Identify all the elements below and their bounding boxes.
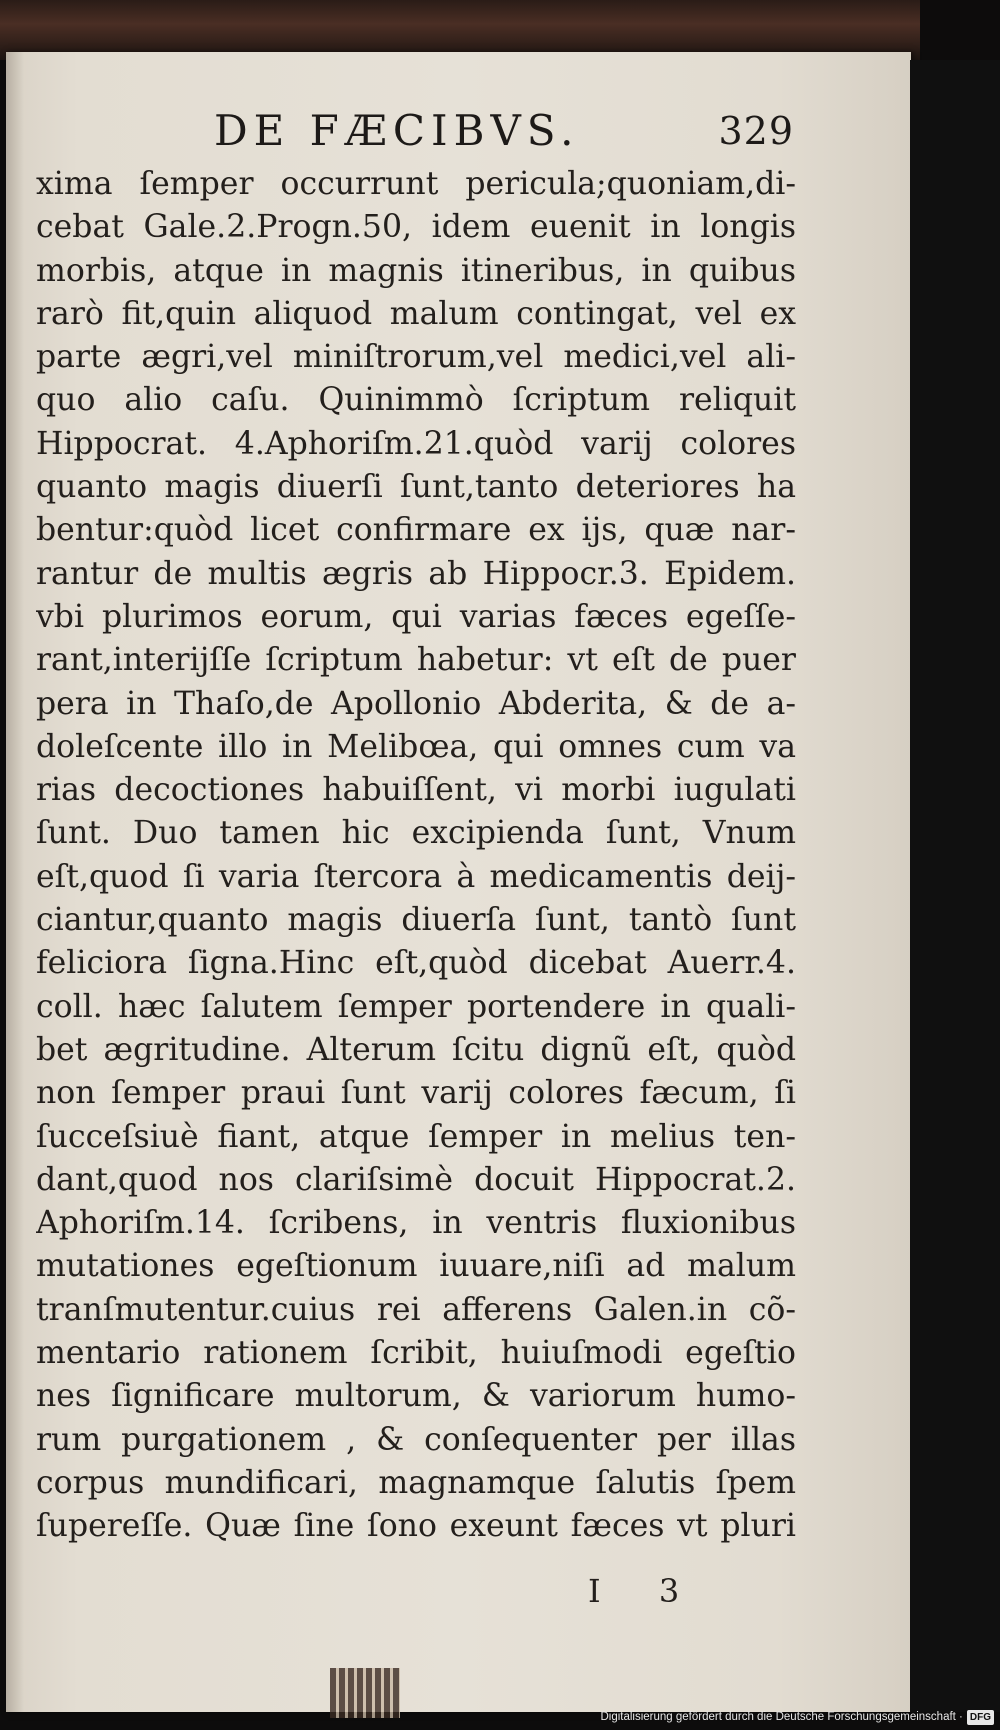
text-line: non ſemper praui ſunt varij colores fæcum, ſi [36,1075,796,1112]
text-line: nes ſignificare multorum, & variorum humo- [36,1378,796,1415]
text-line: mutationes egeſtionum iuuare,niſi ad malum [36,1248,796,1285]
running-header [214,102,794,160]
credit-text: Digitalisierung gefördert durch die Deutsche Forschungsgemeinschaft · [600,1711,963,1723]
text-line: quanto magis diuerſi ſunt,tanto deteriores ha [36,469,796,506]
text-line: rarò fit,quin aliquod malum contingat, vel ex [36,295,796,332]
text-line: mentario rationem ſcribit, huiuſmodi egeſtio [36,1335,796,1372]
running-title: DE FÆCIBVS. [214,106,580,155]
text-line: rantur de multis ægris ab Hippocr.3. Epidem. [36,555,796,592]
text-line: corpus mundificari, magnamque ſalutis ſpem [36,1464,796,1501]
text-line: Aphoriſm.14. ſcribens, in ventris fluxionibus [36,1205,796,1242]
page-gutter-shadow [6,52,24,1712]
text-line: bet ægritudine. Alterum ſcitu dignũ eſt, quòd [36,1031,796,1068]
text-line: ſupereſſe. Quæ ſine ſono exeunt fæces vt pluri [36,1508,796,1545]
text-line: rum purgationem , & conſequenter per illas [36,1421,796,1458]
text-line: doleſcente illo in Melibœa, qui omnes cum va [36,728,796,765]
text-line: rias decoctiones habuiſſent, vi morbi iugulati [36,772,796,809]
text-line: ſunt. Duo tamen hic excipienda ſunt, Vnum [36,815,796,852]
binding-thread [330,1668,400,1718]
text-line: quo alio caſu. Quinimmò ſcriptum reliquit [36,382,796,419]
text-line: eſt,quod ſi varia ſtercora à medicamentis deij- [36,858,796,895]
text-line: ſucceſsiuè fiant, atque ſemper in melius ten- [36,1118,796,1155]
page-number: 329 [718,109,794,153]
text-line: bentur:quòd licet confirmare ex ijs, quæ nar- [36,512,796,549]
text-line: morbis, atque in magnis itineribus, in quibus [36,252,796,289]
text-line: ciantur,quanto magis diuerſa ſunt, tantò ſunt [36,902,796,939]
signature-mark: I 3 [588,1572,704,1610]
dfg-logo: DFG [967,1710,994,1725]
text-line: dant,quod nos clariſsimè docuit Hippocrat.2. [36,1161,796,1198]
text-line: cebat Gale.2.Progn.50, idem euenit in longis [36,209,796,246]
body-text [36,163,796,1549]
binding-edge-top [0,0,920,60]
scan-margin-right [910,60,1000,1712]
text-line: vbi plurimos eorum, qui varias fæces egeſſe- [36,598,796,635]
text-line: Hippocrat. 4.Aphoriſm.21.quòd varij colores [36,425,796,462]
text-line: tranſmutentur.cuius rei afferens Galen.in cõ- [36,1291,796,1328]
digitization-credit [600,1708,994,1726]
text-line: coll. hæc ſalutem ſemper portendere in quali- [36,988,796,1025]
text-line: xima ſemper occurrunt pericula;quoniam,di- [36,166,796,202]
text-line: parte ægri,vel miniſtrorum,vel medici,vel ali- [36,339,796,376]
text-line: feliciora ſigna.Hinc eſt,quòd dicebat Auerr.4. [36,945,796,982]
text-line: pera in Thaſo,de Apollonio Abderita, & de a- [36,685,796,722]
text-line: rant,interijſſe ſcriptum habetur: vt eſt de puer [36,642,796,679]
